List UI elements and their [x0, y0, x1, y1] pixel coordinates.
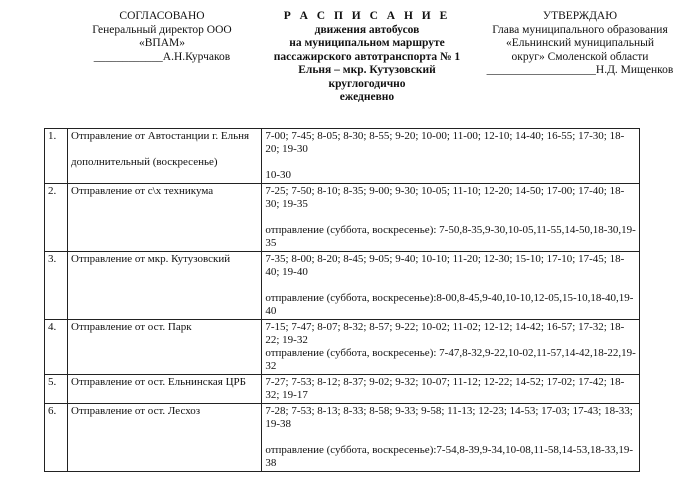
- departure-point: [68, 129, 262, 184]
- row-number: 5.: [45, 375, 68, 404]
- departure-extra-label: дополнительный (воскресенье): [71, 156, 218, 168]
- schedule-route-desc: на муниципальном маршруте: [289, 37, 445, 49]
- approval-signature: ____________А.Н.Курчаков: [93, 50, 231, 63]
- row-number: 6.: [45, 404, 68, 472]
- table-row: [45, 375, 640, 404]
- times-weekday: 7-15; 7-47; 8-07; 8-32; 8-57; 9-22; 10-02; 11-02; 12-12; 14-42; 16-57; 17-32; 18-22; 19-32: [265, 321, 625, 346]
- confirmation-org-2: округ» Смоленской области: [511, 50, 649, 63]
- times-weekday: 7-28; 7-53; 8-13; 8-33; 8-58; 9-33; 9-58; 11-13; 12-23; 14-53; 17-03; 17-43; 18-33; 19-38: [265, 405, 633, 430]
- times-weekday: 7-25; 7-50; 8-10; 8-35; 9-00; 9-30; 10-05; 11-10; 12-20; 14-50; 17-00; 17-40; 18-30; 19-35: [265, 185, 625, 210]
- row-number: 1.: [45, 129, 68, 184]
- departure-times: [262, 184, 640, 252]
- departure-point-label: Отправление от Автостанции г. Ельня: [71, 130, 250, 142]
- times-weekday: 7-35; 8-00; 8-20; 8-45; 9-05; 9-40; 10-10; 11-20; 12-30; 15-10; 17-10; 17-45; 18-40; 19-40: [265, 253, 625, 278]
- schedule-frequency: ежедневно: [339, 91, 395, 103]
- row-number: 3.: [45, 252, 68, 320]
- confirmation-heading: УТВЕРЖДАЮ: [542, 10, 618, 22]
- times-weekday: 7-00; 7-45; 8-05; 8-30; 8-55; 9-20; 10-00; 11-00; 12-10; 14-40; 16-55; 17-30; 18-20; 19-30: [265, 130, 625, 155]
- departure-times: [262, 375, 640, 404]
- table-row: [45, 320, 640, 375]
- departure-point: Отправление от ост. Лесхоз: [68, 404, 262, 472]
- confirmation-org-1: «Ельнинский муниципальный: [505, 37, 655, 49]
- row-number: 2.: [45, 184, 68, 252]
- confirmation-signature: ___________________Н.Д. Мищенков: [486, 64, 674, 76]
- departure-times: [262, 404, 640, 472]
- times-weekend: отправление (суббота, воскресенье):7-54,8-39,9-34,10-08,11-58,14-53,18-33,19-38: [265, 444, 634, 469]
- table-row: [45, 129, 640, 184]
- departure-point: Отправление от мкр. Кутузовский: [68, 252, 262, 320]
- confirmation-position: Глава муниципального образования: [492, 23, 668, 36]
- approval-position: Генеральный директор ООО: [92, 23, 232, 36]
- schedule-route-number: пассажирского автотранспорта № 1: [273, 50, 461, 63]
- table-row: [45, 404, 640, 472]
- table-row: [45, 252, 640, 320]
- times-weekend: отправление (суббота, воскресенье):8-00,8-45,9-40,10-10,12-05,15-10,18-40,19-40: [265, 292, 634, 317]
- schedule-route-name: Ельня – мкр. Кутузовский: [298, 64, 436, 76]
- confirmation-block: [470, 10, 690, 78]
- times-weekend: отправление (суббота, воскресенье): 7-47,8-32,9-22,10-02,11-57,14-42,18-22,19-32: [265, 347, 636, 372]
- approval-company: «ВПАМ»: [138, 37, 185, 49]
- departure-times: [262, 252, 640, 320]
- times-weekday: 7-27; 7-53; 8-12; 8-37; 9-02; 9-32; 10-07; 11-12; 12-22; 14-52; 17-02; 17-42; 18-32; 19-17: [265, 376, 625, 401]
- departure-point: Отправление от ост. Парк: [68, 320, 262, 375]
- schedule-title-block: [262, 10, 472, 105]
- times-weekend: отправление (суббота, воскресенье): 7-50,8-35,9-30,10-05,11-55,14-50,18-30,19-35: [265, 224, 636, 249]
- departure-point: Отправление от ост. Ельнинская ЦРБ: [68, 375, 262, 404]
- approval-block: [62, 10, 262, 64]
- table-row: [45, 184, 640, 252]
- departure-point: Отправление от с\х техникума: [68, 184, 262, 252]
- schedule-title: Р А С П И С А Н И Е: [283, 10, 451, 22]
- schedule-table: [44, 128, 640, 472]
- departure-times: [262, 129, 640, 184]
- schedule-subtitle: движения автобусов: [314, 23, 420, 36]
- approval-heading: СОГЛАСОВАНО: [119, 10, 205, 22]
- times-extra: 10-30: [265, 169, 292, 181]
- departure-times: [262, 320, 640, 375]
- row-number: 4.: [45, 320, 68, 375]
- schedule-season: круглогодично: [328, 77, 406, 90]
